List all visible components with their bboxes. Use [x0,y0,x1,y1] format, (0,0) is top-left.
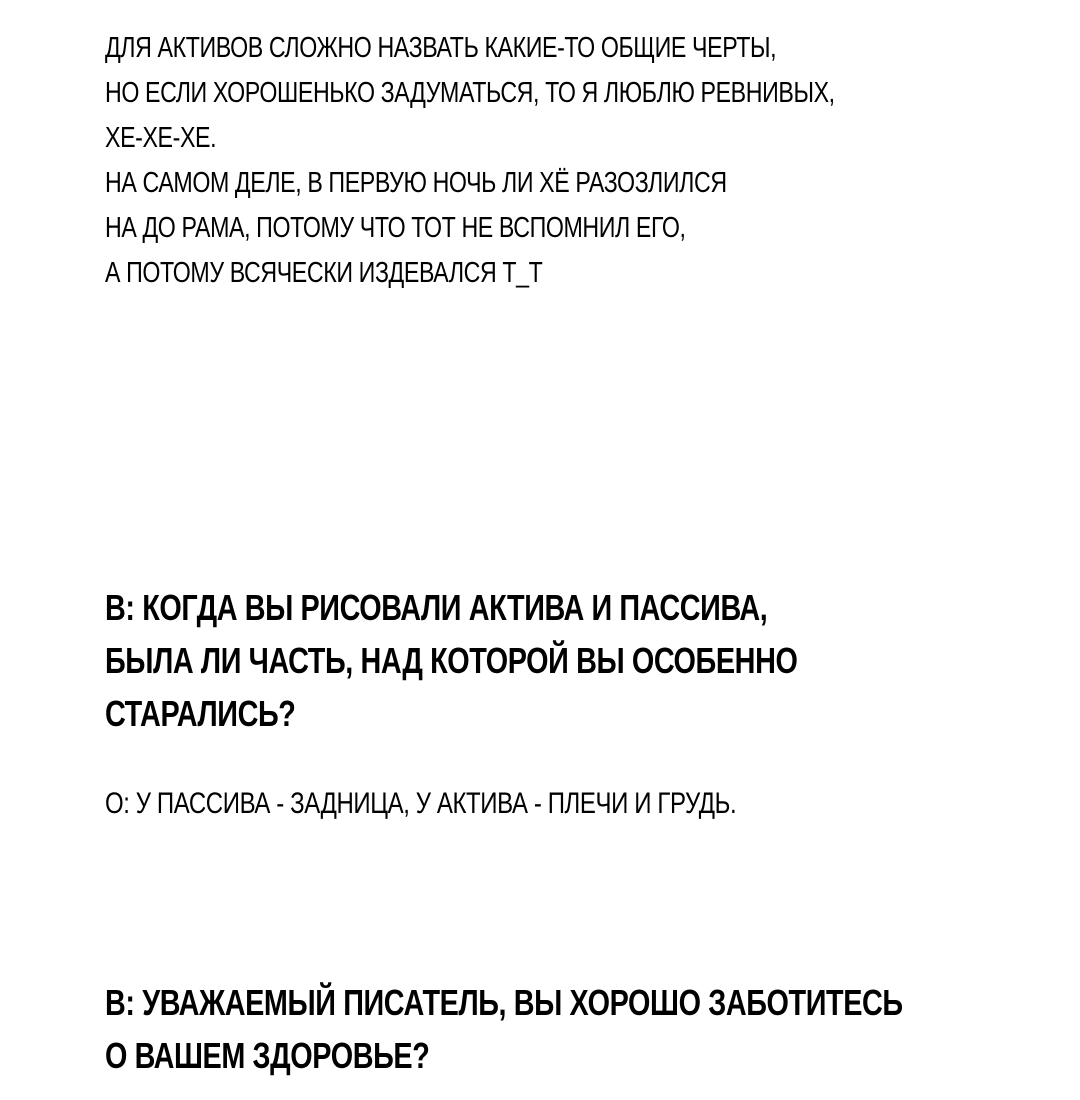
answer-line: О: У ПАССИВА - ЗАДНИЦА, У АКТИВА - ПЛЕЧИ И ГРУДЬ. [105,787,737,820]
intro-line: ДЛЯ АКТИВОВ СЛОЖНО НАЗВАТЬ КАКИЕ-ТО ОБЩИЕ ЧЕРТЫ, [105,32,777,64]
intro-line: НА ДО РАМА, ПОТОМУ ЧТО ТОТ НЕ ВСПОМНИЛ ЕГО, [105,212,686,244]
intro-line: НО ЕСЛИ ХОРОШЕНЬКО ЗАДУМАТЬСЯ, ТО Я ЛЮБЛЮ РЕВНИВЫХ, [105,77,835,109]
question-line: О ВАШЕМ ЗДОРОВЬЕ? [105,1035,430,1076]
answer-1 [105,782,894,826]
question-line: БЫЛА ЛИ ЧАСТЬ, НАД КОТОРОЙ ВЫ ОСОБЕННО [105,640,798,681]
question-2 [105,976,1080,1082]
question-1 [105,581,971,740]
question-line: В: УВАЖАЕМЫЙ ПИСАТЕЛЬ, ВЫ ХОРОШО ЗАБОТИТЕСЬ [105,982,903,1023]
intro-paragraph [105,26,1017,296]
intro-line: ХЕ-ХЕ-ХЕ. [105,122,217,154]
question-line: В: КОГДА ВЫ РИСОВАЛИ АКТИВА И ПАССИВА, [105,587,768,628]
question-line: СТАРАЛИСЬ? [105,693,296,734]
intro-line: А ПОТОМУ ВСЯЧЕСКИ ИЗДЕВАЛСЯ Т_Т [105,257,543,289]
intro-line: НА САМОМ ДЕЛЕ, В ПЕРВУЮ НОЧЬ ЛИ ХЁ РАЗОЗЛИЛСЯ [105,167,727,199]
